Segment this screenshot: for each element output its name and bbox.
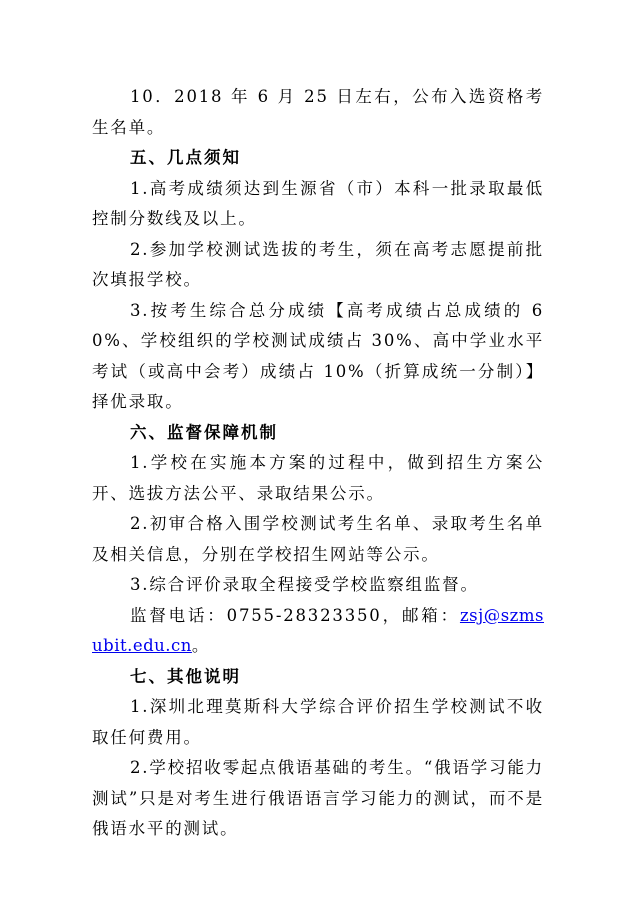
section-6-item-2: 2.初审合格入围学校测试考生名单、录取考生名单及相关信息，分别在学校招生网站等公示。 bbox=[92, 514, 544, 564]
contact-suffix: 。 bbox=[191, 636, 211, 655]
section-7-item-2: 2.学校招收零起点俄语基础的考生。“俄语学习能力测试”只是对考生进行俄语语言学习能力的测试，而不是俄语水平的测试。 bbox=[92, 758, 544, 838]
email-link[interactable]: zsj@szmsubit.edu.cn bbox=[92, 605, 544, 655]
section-5-item-2: 2.参加学校测试选拔的考生，须在高考志愿提前批次填报学校。 bbox=[92, 239, 544, 289]
section-5-item-3: 3.按考生综合总分成绩【高考成绩占总成绩的 60%、学校组织的学校测试成绩占 30%、高中学业水平考试（或高中会考）成绩占 10%（折算成统一分制）】择优录取。 bbox=[92, 300, 544, 411]
section-7-title: 七、其他说明 bbox=[130, 666, 241, 686]
document-page bbox=[92, 82, 544, 845]
item-10: 10．2018 年 6 月 25 日左右，公布入选资格考生名单。 bbox=[92, 87, 544, 137]
section-6-item-3: 3.综合评价录取全程接受学校监察组监督。 bbox=[130, 575, 479, 594]
section-5-item-1: 1.高考成绩须达到生源省（市）本科一批录取最低控制分数线及以上。 bbox=[92, 178, 544, 228]
section-5-title: 五、几点须知 bbox=[130, 148, 241, 167]
section-6-title: 六、监督保障机制 bbox=[130, 422, 278, 442]
section-7-item-1: 1.深圳北理莫斯科大学综合评价招生学校测试不收取任何费用。 bbox=[92, 697, 544, 747]
section-6-item-1: 1.学校在实施本方案的过程中，做到招生方案公开、选拔方法公平、录取结果公示。 bbox=[92, 453, 544, 503]
contact-prefix: 监督电话：0755-28323350，邮箱： bbox=[130, 605, 460, 625]
contact-line bbox=[92, 601, 544, 662]
